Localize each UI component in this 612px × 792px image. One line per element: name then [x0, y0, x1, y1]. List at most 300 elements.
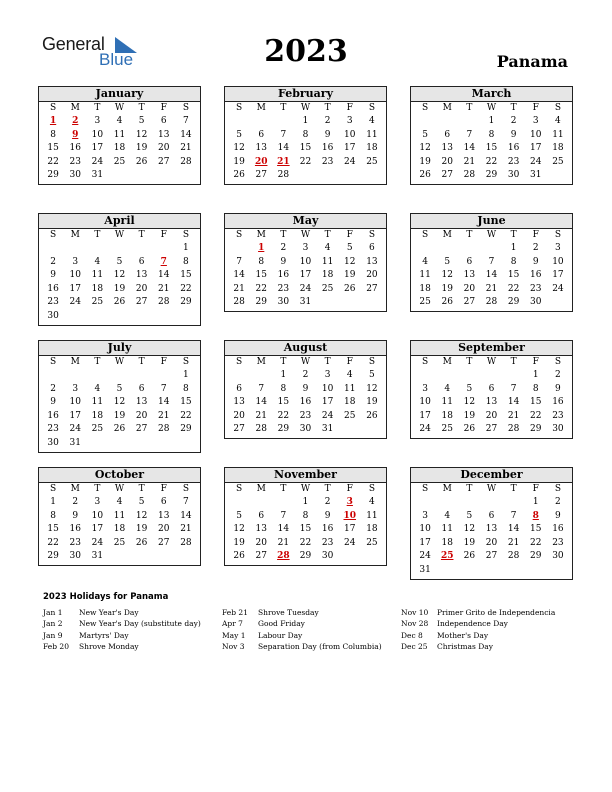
weekday-header: S	[368, 230, 375, 240]
month-grid	[225, 483, 386, 564]
date-cell: 28	[158, 424, 170, 435]
holiday-name: Primer Grito de Independencia	[437, 608, 556, 617]
holiday-date: Dec 25	[401, 641, 428, 651]
date-cell: 10	[91, 510, 104, 521]
date-cell: 21	[158, 283, 170, 294]
date-cell: 28	[255, 424, 267, 435]
date-cell: 9	[50, 397, 56, 408]
date-cell: 9	[510, 129, 517, 140]
date-cell: 17	[419, 537, 431, 548]
empty-day-cell	[108, 242, 130, 256]
empty-day-cell	[153, 242, 175, 256]
weekday-header: W	[486, 484, 497, 494]
month-grid	[411, 102, 572, 183]
date-cell: 14	[233, 270, 245, 281]
date-cell: 1	[302, 497, 309, 507]
weekday-header: S	[235, 357, 243, 367]
date-cell: 7	[510, 383, 517, 394]
weekday-header: W	[300, 103, 311, 113]
date-cell: 9	[280, 256, 287, 267]
date-cell: 12	[113, 397, 126, 408]
date-cell: 11	[366, 510, 378, 521]
month-grid	[411, 483, 572, 578]
date-cell: 31	[321, 424, 334, 435]
month-title: October	[39, 468, 200, 483]
date-cell: 11	[441, 397, 453, 408]
month-title: August	[225, 341, 386, 356]
date-cell: 6	[369, 243, 375, 253]
empty-day-cell	[250, 115, 272, 129]
holiday-date: Nov 3	[222, 641, 245, 651]
date-cell: 26	[463, 424, 476, 435]
date-cell: 3	[532, 116, 539, 126]
weekday-header: S	[554, 103, 561, 113]
date-cell: 29	[47, 170, 59, 181]
date-cell: 11	[552, 129, 564, 140]
date-cell: 19	[233, 156, 245, 167]
holiday-item	[43, 641, 201, 652]
weekday-header: S	[421, 357, 429, 367]
date-cell: 11	[113, 510, 126, 521]
weekday-header: S	[421, 484, 429, 494]
date-cell: 7	[236, 256, 242, 267]
date-cell: 4	[324, 243, 331, 253]
date-cell: 1	[183, 370, 189, 380]
date-cell: 3	[346, 116, 353, 126]
date-cell: 6	[488, 383, 495, 394]
date-cell: 26	[135, 537, 148, 548]
date-cell: 13	[463, 270, 476, 281]
date-cell: 19	[441, 283, 453, 294]
holiday-column	[401, 607, 555, 652]
date-cell: 16	[277, 270, 290, 281]
date-cell: 15	[180, 397, 192, 408]
date-cell: 21	[277, 537, 290, 548]
date-cell: 5	[346, 243, 353, 253]
date-cell: 3	[72, 383, 79, 394]
date-cell: 28	[485, 297, 498, 308]
weekday-header: W	[114, 103, 125, 113]
weekday-header: F	[160, 230, 167, 240]
date-cell: 11	[113, 129, 126, 140]
date-cell: 28	[233, 297, 245, 308]
date-cell: 22	[277, 410, 290, 421]
date-cell: 11	[419, 270, 431, 281]
date-cell: 8	[50, 129, 56, 140]
month-april	[38, 213, 201, 326]
holiday-date-cell: 28	[277, 551, 290, 562]
date-cell: 2	[324, 116, 331, 126]
date-cell: 2	[510, 116, 517, 126]
weekday-header: T	[280, 103, 287, 113]
date-cell: 17	[69, 410, 81, 421]
date-cell: 17	[299, 270, 312, 281]
date-cell: 14	[507, 397, 520, 408]
date-cell: 15	[507, 270, 520, 281]
date-cell: 8	[183, 383, 189, 394]
weekday-header: W	[486, 103, 497, 113]
date-cell: 1	[488, 116, 495, 126]
empty-day-cell	[272, 115, 294, 129]
date-cell: 16	[69, 524, 81, 535]
date-cell: 19	[419, 156, 431, 167]
date-cell: 2	[324, 497, 331, 507]
weekday-header: M	[442, 484, 452, 494]
date-cell: 2	[50, 256, 56, 267]
date-cell: 10	[344, 129, 356, 140]
weekday-header: S	[235, 484, 243, 494]
holiday-date: Apr 7	[222, 619, 243, 629]
date-cell: 20	[255, 537, 267, 548]
date-cell: 26	[366, 410, 378, 421]
date-cell: 12	[366, 383, 378, 394]
date-cell: 26	[113, 297, 126, 308]
date-cell: 7	[183, 116, 189, 126]
date-cell: 22	[530, 410, 542, 421]
date-cell: 16	[321, 143, 334, 154]
month-title: December	[411, 468, 572, 483]
date-cell: 14	[463, 143, 476, 154]
date-cell: 16	[552, 397, 564, 408]
weekday-header: W	[300, 484, 311, 494]
date-cell: 13	[158, 510, 170, 521]
month-title: May	[225, 214, 386, 229]
date-cell: 29	[485, 170, 498, 181]
date-cell: 2	[555, 497, 561, 507]
holiday-date-cell: 21	[277, 156, 290, 167]
empty-day-cell	[108, 369, 130, 383]
date-cell: 8	[488, 129, 495, 140]
date-cell: 5	[236, 510, 242, 521]
empty-day-cell	[228, 496, 250, 510]
date-cell: 29	[180, 424, 192, 435]
date-cell: 1	[532, 497, 539, 507]
holiday-date: Nov 28	[401, 619, 429, 629]
date-cell: 6	[258, 129, 265, 140]
holiday-name: New Year's Day (substitute day)	[79, 619, 201, 629]
date-cell: 19	[233, 537, 245, 548]
date-cell: 10	[552, 256, 564, 267]
date-cell: 15	[47, 143, 59, 154]
date-cell: 5	[444, 256, 451, 267]
empty-day-cell	[503, 369, 525, 383]
date-cell: 3	[94, 116, 101, 126]
date-cell: 25	[91, 297, 104, 308]
weekday-header: T	[94, 230, 101, 240]
weekday-header: M	[442, 103, 452, 113]
date-cell: 15	[47, 524, 59, 535]
date-cell: 22	[180, 410, 192, 421]
month-june	[410, 213, 573, 312]
date-cell: 2	[532, 243, 539, 253]
date-cell: 24	[91, 156, 104, 167]
date-cell: 5	[138, 116, 145, 126]
date-cell: 24	[552, 283, 564, 294]
date-cell: 13	[366, 256, 378, 267]
date-cell: 21	[485, 283, 498, 294]
date-cell: 24	[419, 551, 431, 562]
weekday-header: T	[138, 484, 145, 494]
date-cell: 16	[507, 143, 520, 154]
date-cell: 27	[135, 297, 148, 308]
date-cell: 27	[158, 156, 170, 167]
date-cell: 27	[485, 551, 498, 562]
date-cell: 21	[180, 524, 192, 535]
date-cell: 20	[158, 524, 170, 535]
date-cell: 22	[47, 156, 59, 167]
holiday-name: Martyrs' Day	[79, 630, 129, 640]
weekday-header: M	[256, 357, 266, 367]
month-september	[410, 340, 573, 439]
date-cell: 14	[158, 397, 170, 408]
month-title: March	[411, 87, 572, 102]
date-cell: 6	[236, 383, 242, 394]
empty-day-cell	[228, 115, 250, 129]
weekday-header: T	[466, 484, 473, 494]
date-cell: 21	[180, 143, 192, 154]
date-cell: 26	[344, 283, 356, 294]
date-cell: 20	[485, 537, 498, 548]
weekday-header: F	[346, 103, 353, 113]
date-cell: 4	[94, 256, 101, 267]
weekday-header: T	[94, 103, 101, 113]
empty-day-cell	[480, 242, 502, 256]
date-cell: 19	[463, 537, 476, 548]
date-cell: 30	[47, 437, 59, 448]
date-cell: 8	[302, 510, 309, 521]
date-cell: 30	[47, 310, 59, 321]
weekday-header: S	[49, 230, 57, 240]
date-cell: 27	[463, 297, 476, 308]
date-cell: 24	[69, 424, 81, 435]
holiday-item	[401, 618, 555, 629]
date-cell: 18	[321, 270, 334, 281]
date-cell: 16	[530, 270, 542, 281]
date-cell: 4	[369, 497, 375, 507]
date-cell: 23	[530, 283, 542, 294]
date-cell: 12	[344, 256, 356, 267]
holiday-date: Feb 21	[222, 608, 248, 617]
weekday-header: F	[532, 484, 539, 494]
empty-day-cell	[272, 496, 294, 510]
date-cell: 6	[258, 510, 265, 521]
date-cell: 30	[552, 424, 564, 435]
date-cell: 28	[180, 156, 192, 167]
date-cell: 14	[180, 129, 192, 140]
weekday-header: T	[324, 230, 331, 240]
month-february	[224, 86, 387, 185]
date-cell: 7	[160, 383, 167, 394]
date-cell: 16	[552, 524, 564, 535]
holiday-date: Jan 1	[43, 608, 63, 617]
holiday-date: Jan 9	[43, 630, 63, 640]
date-cell: 23	[552, 537, 564, 548]
date-cell: 23	[321, 537, 334, 548]
date-cell: 15	[277, 397, 290, 408]
date-cell: 9	[532, 256, 539, 267]
date-cell: 22	[180, 283, 192, 294]
date-cell: 22	[485, 156, 498, 167]
empty-day-cell	[414, 496, 436, 510]
date-cell: 16	[47, 283, 59, 294]
empty-day-cell	[480, 496, 502, 510]
weekday-header: S	[421, 103, 429, 113]
date-cell: 26	[113, 424, 126, 435]
month-may	[224, 213, 387, 312]
date-cell: 30	[299, 424, 312, 435]
date-cell: 4	[422, 256, 428, 267]
date-cell: 23	[299, 410, 312, 421]
date-cell: 17	[552, 270, 564, 281]
date-cell: 12	[135, 510, 148, 521]
date-cell: 19	[366, 397, 378, 408]
weekday-header: F	[346, 230, 353, 240]
date-cell: 17	[91, 524, 104, 535]
weekday-header: F	[532, 230, 539, 240]
date-cell: 24	[419, 424, 431, 435]
date-cell: 20	[158, 143, 170, 154]
date-cell: 14	[507, 524, 520, 535]
empty-day-cell	[436, 242, 458, 256]
date-cell: 29	[299, 551, 312, 562]
holiday-name: Separation Day (from Columbia)	[258, 641, 382, 651]
date-cell: 10	[69, 270, 81, 281]
country-name: Panama	[496, 52, 568, 71]
weekday-header: S	[235, 230, 243, 240]
date-cell: 11	[321, 256, 334, 267]
date-cell: 25	[419, 297, 431, 308]
date-cell: 17	[419, 410, 431, 421]
empty-day-cell	[86, 369, 108, 383]
date-cell: 23	[321, 156, 334, 167]
holiday-name: Christmas Day	[437, 641, 493, 651]
date-cell: 24	[299, 283, 312, 294]
date-cell: 6	[138, 383, 145, 394]
date-cell: 8	[532, 383, 539, 394]
weekday-header: S	[368, 103, 375, 113]
holiday-item	[222, 618, 382, 629]
date-cell: 6	[138, 256, 145, 267]
date-cell: 18	[113, 524, 126, 535]
empty-day-cell	[414, 115, 436, 129]
date-cell: 14	[255, 397, 267, 408]
date-cell: 23	[47, 297, 59, 308]
date-cell: 23	[507, 156, 520, 167]
date-cell: 27	[158, 537, 170, 548]
weekday-header: M	[256, 103, 266, 113]
date-cell: 28	[463, 170, 476, 181]
date-cell: 13	[233, 397, 245, 408]
date-cell: 1	[510, 243, 517, 253]
date-cell: 5	[236, 129, 242, 140]
date-cell: 14	[277, 143, 290, 154]
month-august	[224, 340, 387, 439]
date-cell: 21	[255, 410, 267, 421]
date-cell: 3	[422, 383, 428, 394]
date-cell: 4	[369, 116, 375, 126]
weekday-header: T	[280, 357, 287, 367]
holiday-item	[401, 630, 555, 641]
date-cell: 25	[366, 156, 378, 167]
weekday-header: S	[554, 230, 561, 240]
date-cell: 1	[183, 243, 189, 253]
empty-day-cell	[458, 496, 480, 510]
date-cell: 25	[552, 156, 564, 167]
date-cell: 4	[346, 370, 353, 380]
weekday-header: T	[510, 230, 517, 240]
weekday-header: M	[442, 357, 452, 367]
date-cell: 5	[422, 129, 428, 140]
date-cell: 12	[463, 397, 476, 408]
date-cell: 3	[72, 256, 79, 267]
date-cell: 29	[255, 297, 267, 308]
date-cell: 30	[69, 551, 81, 562]
date-cell: 18	[344, 397, 356, 408]
empty-day-cell	[64, 369, 86, 383]
month-december	[410, 467, 573, 580]
empty-day-cell	[503, 496, 525, 510]
date-cell: 18	[441, 537, 453, 548]
date-cell: 22	[255, 283, 267, 294]
date-cell: 9	[555, 383, 561, 394]
date-cell: 5	[116, 256, 123, 267]
date-cell: 14	[158, 270, 170, 281]
holiday-date-cell: 8	[532, 510, 539, 521]
date-cell: 8	[510, 256, 517, 267]
date-cell: 26	[233, 170, 245, 181]
empty-day-cell	[250, 496, 272, 510]
holiday-column	[43, 607, 201, 652]
date-cell: 12	[233, 524, 245, 535]
date-cell: 4	[444, 383, 451, 394]
date-cell: 3	[94, 497, 101, 507]
date-cell: 20	[135, 283, 148, 294]
weekday-header: S	[554, 357, 561, 367]
date-cell: 13	[135, 270, 148, 281]
date-cell: 17	[530, 143, 542, 154]
weekday-header: T	[94, 357, 101, 367]
date-cell: 27	[135, 424, 148, 435]
date-cell: 13	[485, 397, 498, 408]
date-cell: 24	[91, 537, 104, 548]
date-cell: 20	[441, 156, 453, 167]
date-cell: 8	[183, 256, 189, 267]
empty-day-cell	[131, 242, 153, 256]
weekday-header: W	[114, 230, 125, 240]
date-cell: 22	[299, 156, 312, 167]
month-grid	[411, 229, 572, 310]
date-cell: 9	[72, 510, 79, 521]
date-cell: 18	[552, 143, 564, 154]
holiday-item	[222, 607, 382, 618]
date-cell: 27	[485, 424, 498, 435]
weekday-header: S	[182, 357, 189, 367]
weekday-header: S	[235, 103, 243, 113]
weekday-header: S	[49, 357, 57, 367]
month-grid	[39, 356, 200, 451]
date-cell: 10	[91, 129, 104, 140]
date-cell: 15	[299, 524, 312, 535]
weekday-header: W	[114, 357, 125, 367]
date-cell: 18	[419, 283, 431, 294]
date-cell: 24	[344, 537, 356, 548]
date-cell: 22	[507, 283, 520, 294]
date-cell: 22	[47, 537, 59, 548]
date-cell: 9	[302, 383, 309, 394]
month-grid	[225, 102, 386, 183]
date-cell: 10	[419, 397, 431, 408]
date-cell: 10	[299, 256, 312, 267]
